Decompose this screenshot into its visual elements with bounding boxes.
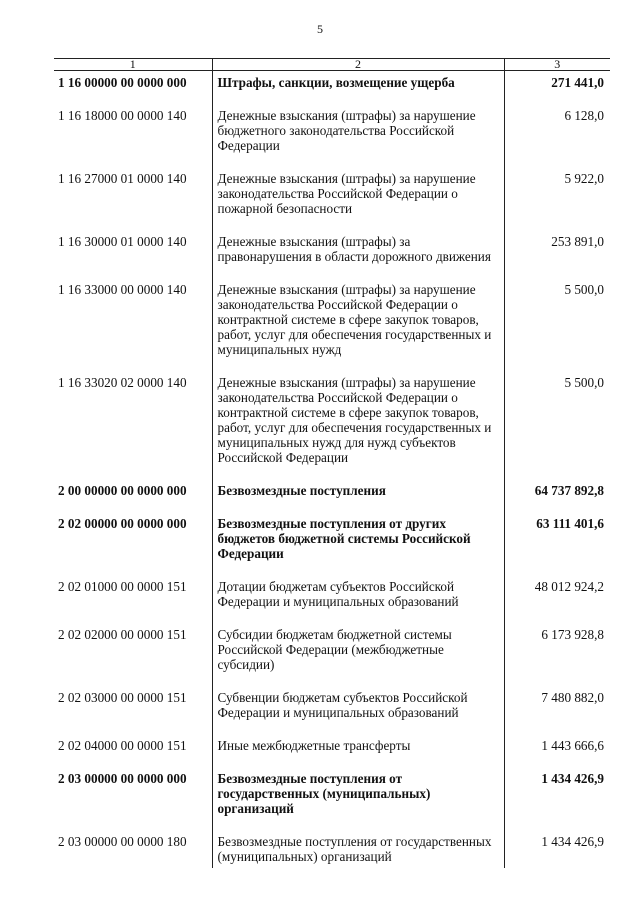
item-name-cell: Безвозмездные поступления от государственных (муниципальных) организаций	[212, 830, 504, 868]
amount-cell: 6 128,0	[564, 108, 604, 123]
amount-cell: 7 480 882,0	[541, 690, 604, 705]
item-name-cell: Безвозмездные поступления от других бюджетов бюджетной системы Российской Федерации	[212, 512, 504, 575]
table-row	[54, 512, 610, 575]
table-row	[54, 734, 610, 767]
table-row	[54, 104, 610, 167]
table-body	[54, 71, 610, 869]
item-name-cell: Штрафы, санкции, возмещение ущерба	[212, 71, 504, 105]
table-row	[54, 479, 610, 512]
budget-code-cell: 2 02 03000 00 0000 151	[58, 690, 187, 705]
amount-cell: 271 441,0	[551, 75, 604, 90]
budget-code-cell: 1 16 33020 02 0000 140	[58, 375, 187, 390]
table-row	[54, 767, 610, 830]
amount-cell: 5 922,0	[564, 171, 604, 186]
budget-code-cell: 2 02 04000 00 0000 151	[58, 738, 187, 753]
item-name-cell: Денежные взыскания (штрафы) за правонарушения в области дорожного движения	[212, 230, 504, 278]
amount-cell: 64 737 892,8	[534, 483, 604, 498]
amount-cell: 253 891,0	[551, 234, 604, 249]
budget-code-cell: 1 16 27000 01 0000 140	[58, 171, 187, 186]
amount-cell: 48 012 924,2	[534, 579, 604, 594]
item-name-cell: Денежные взыскания (штрафы) за нарушение бюджетного законодательства Российской Федерации	[212, 104, 504, 167]
amount-cell: 5 500,0	[564, 375, 604, 390]
amount-cell: 63 111 401,6	[536, 516, 604, 531]
amount-cell: 5 500,0	[564, 282, 604, 297]
table-row	[54, 230, 610, 278]
budget-code-cell: 2 03 00000 00 0000 000	[58, 771, 187, 786]
amount-cell: 1 434 426,9	[541, 771, 604, 786]
budget-code-cell: 2 02 02000 00 0000 151	[58, 627, 187, 642]
table-row	[54, 278, 610, 371]
header-col-1: 1	[54, 59, 212, 71]
budget-code-cell: 1 16 18000 00 0000 140	[58, 108, 187, 123]
table-row	[54, 371, 610, 479]
table-row	[54, 623, 610, 686]
budget-code-cell: 1 16 00000 00 0000 000	[58, 75, 187, 90]
amount-cell: 1 434 426,9	[541, 834, 604, 849]
budget-code-cell: 2 03 00000 00 0000 180	[58, 834, 187, 849]
table-row	[54, 686, 610, 734]
table-row	[54, 71, 610, 105]
item-name-cell: Денежные взыскания (штрафы) за нарушение законодательства Российской Федерации о контрактной системе в сфере закупок товаров, работ, услуг для обеспечения государственных и муниципальных нужд для нужд субъектов Российской Федерации	[212, 371, 504, 479]
table-row	[54, 830, 610, 868]
amount-cell: 6 173 928,8	[541, 627, 604, 642]
item-name-cell: Иные межбюджетные трансферты	[212, 734, 504, 767]
amount-cell: 1 443 666,6	[541, 738, 604, 753]
budget-code-cell: 1 16 33000 00 0000 140	[58, 282, 187, 297]
page-number: 5	[317, 22, 323, 36]
item-name-cell: Дотации бюджетам субъектов Российской Федерации и муниципальных образований	[212, 575, 504, 623]
header-col-3: 3	[504, 59, 610, 71]
budget-code-cell: 2 00 00000 00 0000 000	[58, 483, 187, 498]
budget-code-cell: 1 16 30000 01 0000 140	[58, 234, 187, 249]
item-name-cell: Денежные взыскания (штрафы) за нарушение законодательства Российской Федерации о контрактной системе в сфере закупок товаров, работ, услуг для обеспечения государственных и муниципальных нужд	[212, 278, 504, 371]
table-row	[54, 575, 610, 623]
table-header-row	[54, 59, 610, 71]
budget-code-cell: 2 02 01000 00 0000 151	[58, 579, 187, 594]
item-name-cell: Субвенции бюджетам субъектов Российской Федерации и муниципальных образований	[212, 686, 504, 734]
table-row	[54, 167, 610, 230]
item-name-cell: Безвозмездные поступления	[212, 479, 504, 512]
item-name-cell: Субсидии бюджетам бюджетной системы Российской Федерации (межбюджетные субсидии)	[212, 623, 504, 686]
header-col-2: 2	[212, 59, 504, 71]
budget-table	[54, 58, 610, 868]
item-name-cell: Денежные взыскания (штрафы) за нарушение законодательства Российской Федерации о пожарной безопасности	[212, 167, 504, 230]
budget-code-cell: 2 02 00000 00 0000 000	[58, 516, 187, 531]
item-name-cell: Безвозмездные поступления от государственных (муниципальных) организаций	[212, 767, 504, 830]
